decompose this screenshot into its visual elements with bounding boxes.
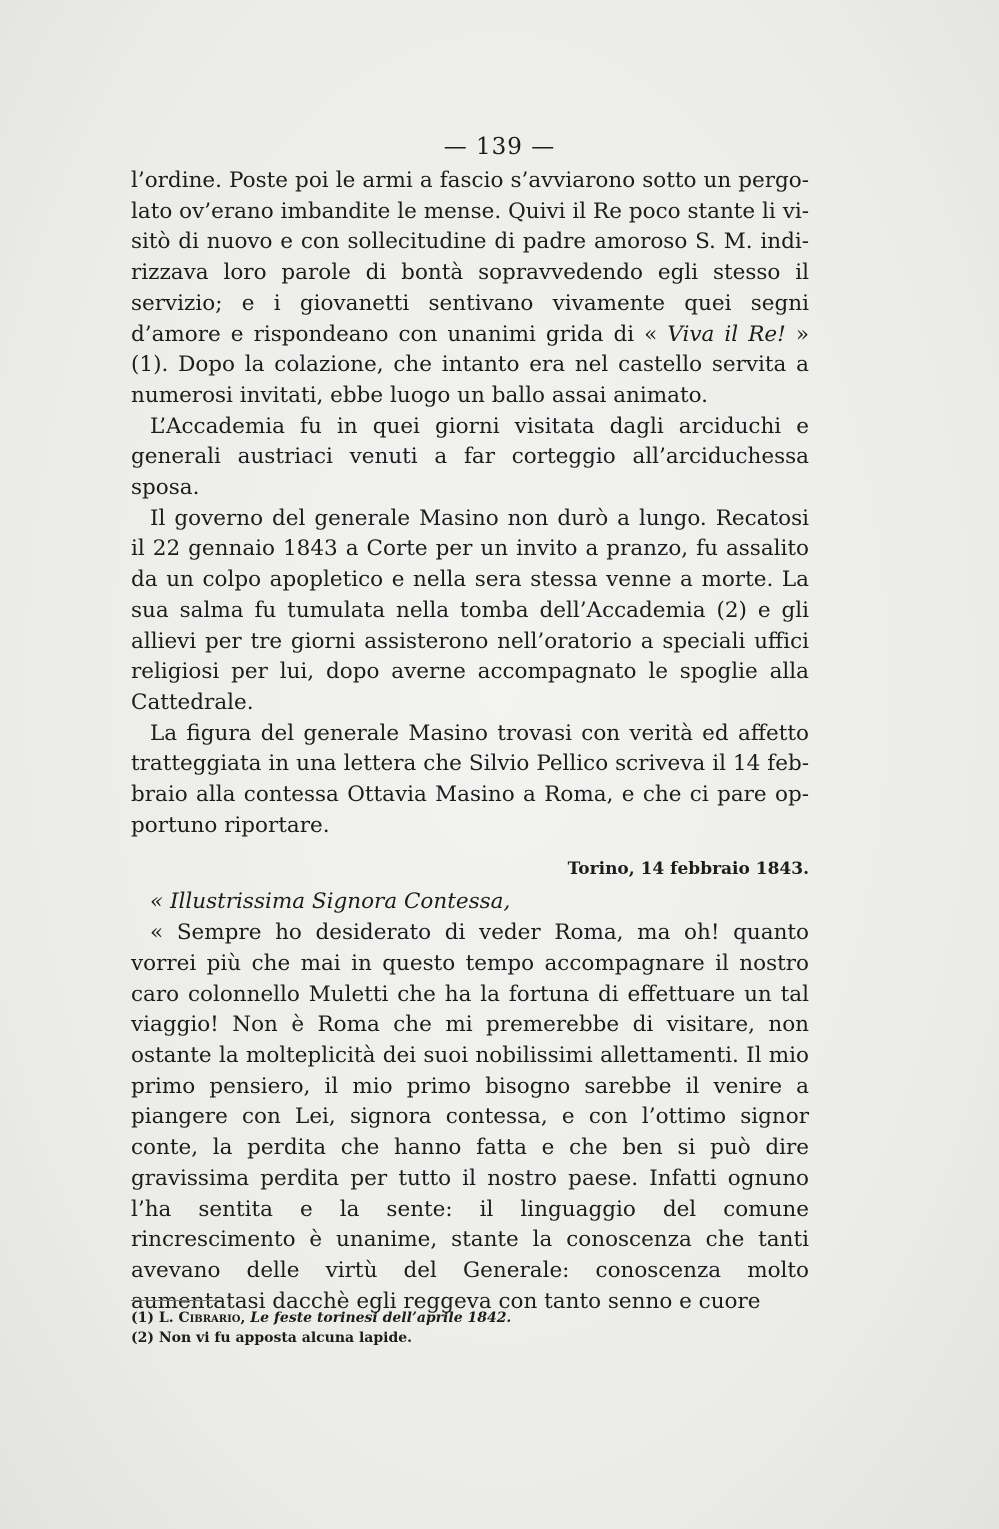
viva-il-re-quote: Viva il Re! — [657, 321, 786, 347]
paragraph-4: La figura del generale Masino trovasi con verità ed affetto tratteggiata in una lettera che Silvio Pellico scriveva il 14 febbraio alla contessa Ottavia Masino a Roma, e che ci pare opportuno riportare. — [131, 720, 809, 838]
paragraph-1-text-after: » (1). Dopo la colazione, che intanto era nel castello servita a numerosi invitati, ebbe luogo un ballo assai animato. — [131, 321, 809, 408]
footnote-1 — [131, 1308, 811, 1328]
paragraph-2: L’Accademia fu in quei giorni visitata dagli arciduchi e generali austriaci venuti a far corteggio all’arciduchessa sposa. — [131, 413, 809, 501]
footnotes — [131, 1308, 811, 1348]
footnote-2 — [131, 1328, 811, 1348]
footnote-1-marker: (1) L. — [131, 1310, 179, 1326]
page-number: — 139 — — [443, 134, 556, 160]
footnote-divider — [131, 1300, 221, 1301]
letter-dateline: Torino, 14 febbraio 1843. — [567, 859, 809, 880]
paragraph-3: Il governo del generale Masino non durò a lungo. Recatosi il 22 gennaio 1843 a Corte per un invito a pranzo, fu assalito da un colpo apopletico e nella sera stessa venne a morte. La sua salma fu tumulata nella tomba dell’Accademia (2) e gli allievi per tre giorni assisterono nell’oratorio a speciali uffici religiosi per lui, dopo averne accompagnato le spoglie alla Cattedrale. — [131, 505, 809, 715]
letter-salutation: « Illustrissima Signora Contessa, — [150, 889, 511, 915]
footnote-1-separator: , — [240, 1310, 251, 1326]
footnote-1-title: Le feste torinesi dell’aprile 1842. — [250, 1310, 512, 1326]
paragraph-1 — [131, 166, 809, 412]
letter-body: « Sempre ho desiderato di veder Roma, ma oh! quanto vorrei più che mai in questo tempo accompagnare il nostro caro colonnello Muletti che ha la fortuna di effettuare un tal viaggio! Non è Roma che mi premerebbe di visitare, non ostante la molteplicità dei suoi nobilissimi allettamenti. Il mio primo pensiero, il mio primo bisogno sarebbe il venire a piangere con Lei, signora contessa, e con l’ottimo signor conte, la perdita che hanno fatta e che ben si può dire gravissima perdita per tutto il nostro paese. Infatti ognuno l’ha sentita e la sente: il linguaggio del comune rincrescimento è unanime, stante la conoscenza che tanti avevano delle virtù del Generale: conoscenza molto aumentatasi dacchè egli reggeva con tanto senno e cuore — [131, 920, 809, 1314]
main-text — [131, 166, 809, 1317]
footnote-1-author: Cibrario — [178, 1310, 241, 1326]
footnote-2-marker: (2) — [131, 1330, 159, 1346]
paragraph-1-text-before: l’ordine. Poste poi le armi a fascio s’avviarono sotto un pergolato ov’erano imbandite le mense. Quivi il Re poco stante li visitò di nuovo e con sollecitudine di padre amoroso S. M. indirizzava loro parole di bontà sopravvedendo egli stesso il servizio; e i giovanetti sentivano vivamente quei segni d’amore e rispondeano con unanimi grida di « — [131, 168, 809, 347]
footnote-2-text: Non vi fu apposta alcuna lapide. — [158, 1330, 413, 1346]
